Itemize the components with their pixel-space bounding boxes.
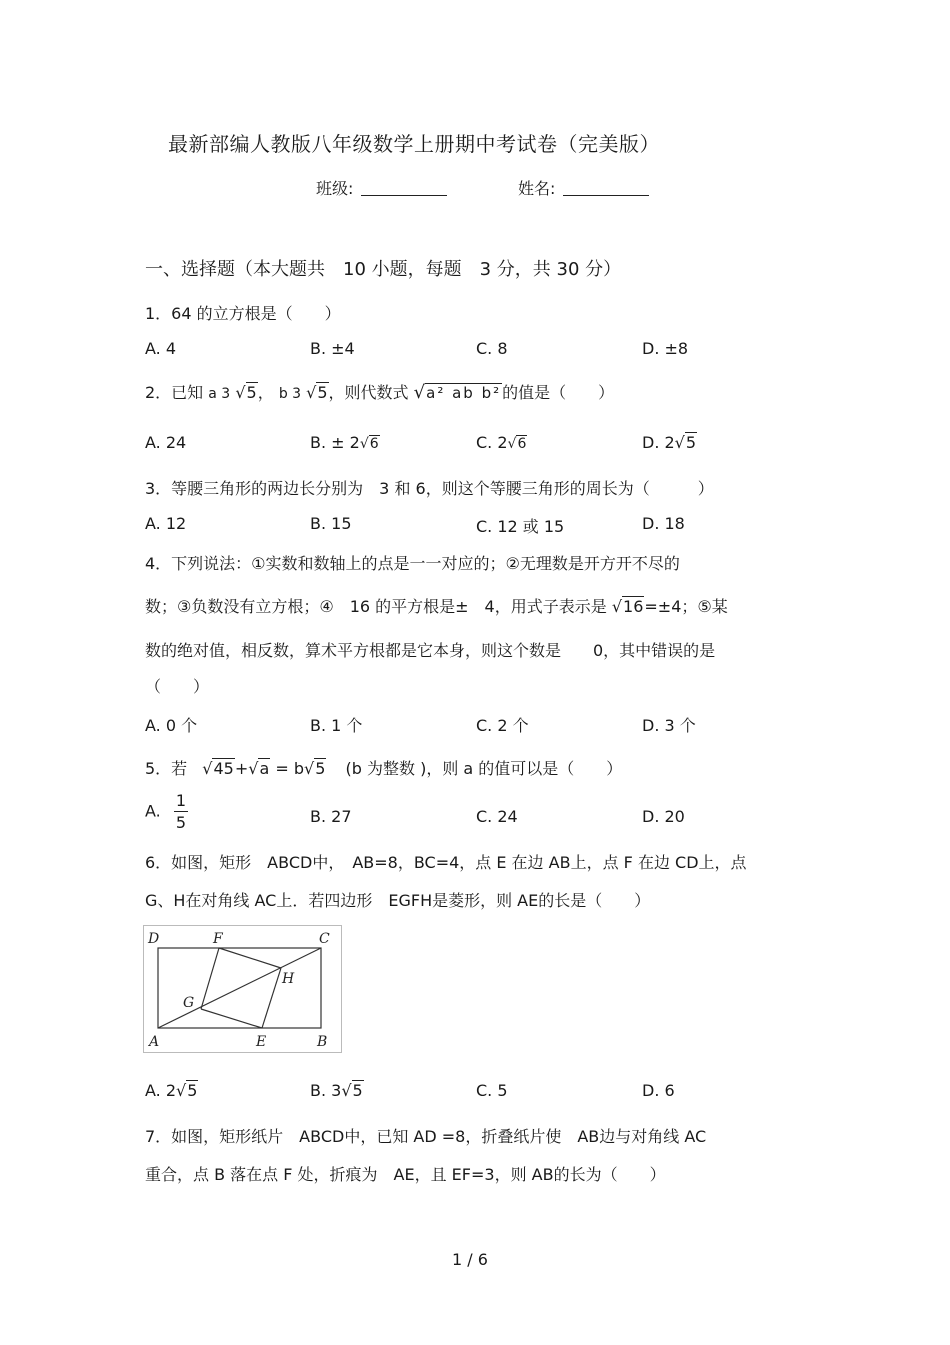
q6-option-a-text: A. 2	[145, 1081, 177, 1100]
q2-option-a: A. 24	[145, 433, 187, 452]
question-6-line-1: 6．如图，矩形 ABCD中， AB=8，BC=4，点 E 在边 AB上，点 F 在边 CD上，点	[145, 853, 747, 872]
class-field	[316, 176, 447, 199]
label-b: B	[317, 1034, 328, 1050]
q6-option-b-text: B. 3	[310, 1081, 342, 1100]
q2-option-c	[476, 433, 527, 452]
q5-fraction-numerator: 1	[175, 791, 187, 810]
side-hf	[219, 948, 281, 968]
q2-option-c-radicand: 6	[517, 436, 527, 452]
question-5	[145, 756, 622, 779]
q2-b-radical: √5	[306, 383, 328, 402]
q6-option-b-radicand: 5	[352, 1081, 363, 1100]
q5-option-b: B. 27	[310, 807, 352, 826]
side-ge	[201, 1009, 262, 1028]
q5-radical-3: √5	[304, 759, 326, 778]
q2-option-b	[310, 433, 380, 452]
q5-eq: = b	[275, 759, 305, 778]
q5-option-a-fraction	[174, 793, 188, 831]
q2-option-b-text: B. ± 2	[310, 433, 360, 452]
q5-option-d: D. 20	[642, 807, 685, 826]
question-7-line-2: 重合，点 B 落在点 F 处，折痕为 AE，且 EF=3，则 AB的长为（ ）	[145, 1165, 666, 1184]
q5-plus: +	[234, 759, 249, 778]
label-e: E	[256, 1034, 267, 1050]
q1-option-a: A. 4	[145, 339, 177, 358]
question-3: 3．等腰三角形的两边长分别为 3 和 6，则这个等腰三角形的周长为（ ）	[145, 479, 714, 498]
q2-a-expr: a 3	[208, 386, 231, 402]
q4-option-d: D. 3 个	[642, 716, 696, 735]
q2-option-d-radical: √5	[674, 433, 697, 452]
q3-option-b: B. 15	[310, 514, 352, 533]
q5-option-a	[145, 793, 188, 831]
side-eh	[262, 968, 281, 1028]
q5-radicand-3: 5	[315, 759, 326, 778]
q2-comma: ，	[257, 383, 274, 402]
q4-option-a: A. 0 个	[145, 716, 198, 735]
q1-option-b: B. ±4	[310, 339, 355, 358]
q5-radical-1: √45	[202, 759, 234, 778]
q2-option-b-radical: √6	[359, 436, 379, 452]
name-blank	[563, 179, 649, 196]
q3-option-d: D. 18	[642, 514, 685, 533]
q3-option-a: A. 12	[145, 514, 187, 533]
q4-line2-text: 数；③负数没有立方根；④ 16 的平方根是± 4，用式子表示是	[145, 597, 607, 616]
q6-option-a	[145, 1081, 198, 1100]
q2-big-radical: √a² ab b²	[413, 382, 502, 403]
q5-post: (b 为整数 )，则 a 的值可以是（ ）	[345, 759, 623, 778]
q4-radicand: 16	[623, 597, 644, 616]
q2-post: 的值是（ ）	[502, 383, 615, 402]
q2-option-d-text: D. 2	[642, 433, 675, 452]
name-label: 姓名:	[518, 179, 556, 198]
q2-a-radicand: 5	[246, 383, 257, 402]
q1-option-c: C. 8	[476, 339, 508, 358]
page-title: 最新部编人教版八年级数学上册期中考试卷（完美版）	[168, 132, 660, 156]
q5-pre: 5．若	[145, 759, 188, 778]
q2-option-d-radicand: 5	[685, 433, 697, 452]
q2-b-expr: b 3	[278, 386, 302, 402]
q5-radicand-1: 45	[213, 759, 234, 778]
q6-option-c: C. 5	[476, 1081, 508, 1100]
section-heading: 一、选择题（本大题共 10 小题，每题 3 分，共 30 分）	[145, 259, 622, 280]
class-label: 班级:	[316, 179, 354, 198]
q2-pre: 2．已知	[145, 383, 204, 402]
label-d: D	[148, 931, 160, 947]
q1-option-d: D. ±8	[642, 339, 689, 358]
page-number: 1 / 6	[452, 1250, 488, 1269]
question-4-line-2	[145, 594, 728, 617]
q6-option-a-radicand: 5	[187, 1081, 198, 1100]
question-4-line-1: 4．下列说法：①实数和数轴上的点是一一对应的；②无理数是开方开不尽的	[145, 554, 680, 573]
q2-a-radical: √5	[235, 383, 257, 402]
q5-option-c: C. 24	[476, 807, 518, 826]
q5-option-a-label: A.	[145, 801, 161, 821]
question-1: 1．64 的立方根是（ ）	[145, 304, 341, 323]
q4-line2-tail: =±4；⑤某	[644, 597, 728, 616]
q2-b-radicand: 5	[317, 383, 328, 402]
q4-radical: √16	[611, 597, 644, 616]
q6-option-d: D. 6	[642, 1081, 675, 1100]
q2-option-c-text: C. 2	[476, 433, 508, 452]
question-7-line-1: 7．如图，矩形纸片 ABCD中，已知 AD =8，折叠纸片使 AB边与对角线 AC	[145, 1127, 707, 1146]
question-4-line-4: （ ）	[145, 677, 210, 696]
label-h: H	[282, 971, 295, 987]
q5-radicand-2: a	[259, 759, 270, 778]
q2-big-radicand: a² ab b²	[426, 384, 502, 402]
q6-option-a-radical: √5	[176, 1081, 198, 1100]
rectangle-figure	[143, 925, 342, 1053]
label-a: A	[149, 1034, 160, 1050]
q4-option-c: C. 2 个	[476, 716, 529, 735]
rectangle-diagram	[144, 926, 341, 1052]
q4-option-b: B. 1 个	[310, 716, 363, 735]
diagonal-ac	[158, 948, 321, 1028]
q2-option-d	[642, 433, 697, 452]
label-f: F	[213, 931, 223, 947]
label-c: C	[319, 931, 330, 947]
q6-option-b	[310, 1081, 364, 1100]
question-6-line-2: G、H在对角线 AC上．若四边形 EGFH是菱形，则 AE的长是（ ）	[145, 891, 651, 910]
q3-option-c: C. 12 或 15	[476, 517, 565, 536]
q2-mid: ，则代数式	[328, 383, 409, 402]
question-4-line-3: 数的绝对值，相反数，算术平方根都是它本身，则这个数是 0，其中错误的是	[145, 641, 716, 660]
question-2	[145, 380, 614, 403]
q2-option-c-radical: √6	[507, 436, 527, 452]
q5-radical-2: √a	[248, 759, 270, 778]
q5-fraction-denominator: 5	[175, 813, 187, 832]
label-g: G	[183, 995, 195, 1011]
q2-option-b-radicand: 6	[369, 436, 379, 452]
q6-option-b-radical: √5	[341, 1081, 363, 1100]
class-blank	[361, 179, 447, 196]
name-field	[518, 176, 649, 199]
